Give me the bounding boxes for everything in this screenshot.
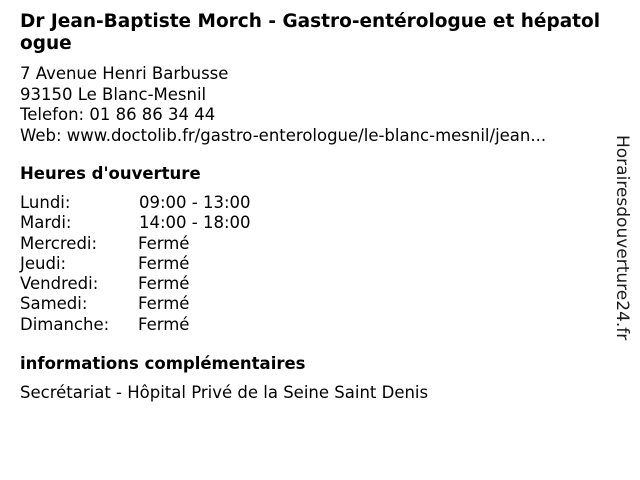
hours-row-tuesday (20, 213, 320, 233)
day-label: Dimanche: (20, 314, 110, 334)
address-street: 7 Avenue Henri Barbusse (20, 64, 229, 83)
address-city: 93150 Le Blanc-Mesnil (20, 84, 207, 104)
day-label: Samedi: (20, 294, 88, 314)
hours-row-sunday (20, 315, 320, 335)
page-title: Dr Jean-Baptiste Morch - Gastro-entérologue et hépatologue (20, 11, 601, 54)
day-label: Vendredi: (20, 274, 99, 294)
hours-row-wednesday (20, 234, 320, 254)
hours-row-monday (20, 193, 320, 213)
additional-info-text: Secrétariat - Hôpital Privé de la Seine Saint Denis (20, 383, 429, 402)
hours-row-friday (20, 274, 320, 294)
opening-hours-heading: Heures d'ouverture (20, 164, 201, 183)
watermark-text: Horairesdouverture24.fr (612, 135, 632, 341)
additional-info-heading: informations complémentaires (20, 354, 306, 373)
time-value: Fermé (138, 294, 190, 314)
time-value: 09:00 - 13:00 (139, 193, 251, 212)
time-value: 14:00 - 18:00 (139, 213, 251, 233)
time-value: Fermé (138, 274, 190, 294)
opening-hours-table (20, 193, 320, 335)
website-link[interactable]: Web: www.doctolib.fr/gastro-enterologue/le-blanc-mesnil/jean... (20, 125, 547, 145)
day-label: Mercredi: (20, 233, 98, 253)
hours-row-thursday (20, 254, 320, 274)
day-label: Lundi: (20, 193, 71, 212)
time-value: Fermé (138, 253, 190, 273)
hours-row-saturday (20, 294, 320, 314)
phone-number: Telefon: 01 86 86 34 44 (20, 105, 216, 124)
day-label: Jeudi: (20, 253, 67, 273)
contact-block (20, 64, 546, 146)
day-label: Mardi: (20, 213, 72, 233)
watermark (612, 135, 632, 370)
time-value: Fermé (138, 314, 190, 334)
time-value: Fermé (138, 233, 190, 253)
